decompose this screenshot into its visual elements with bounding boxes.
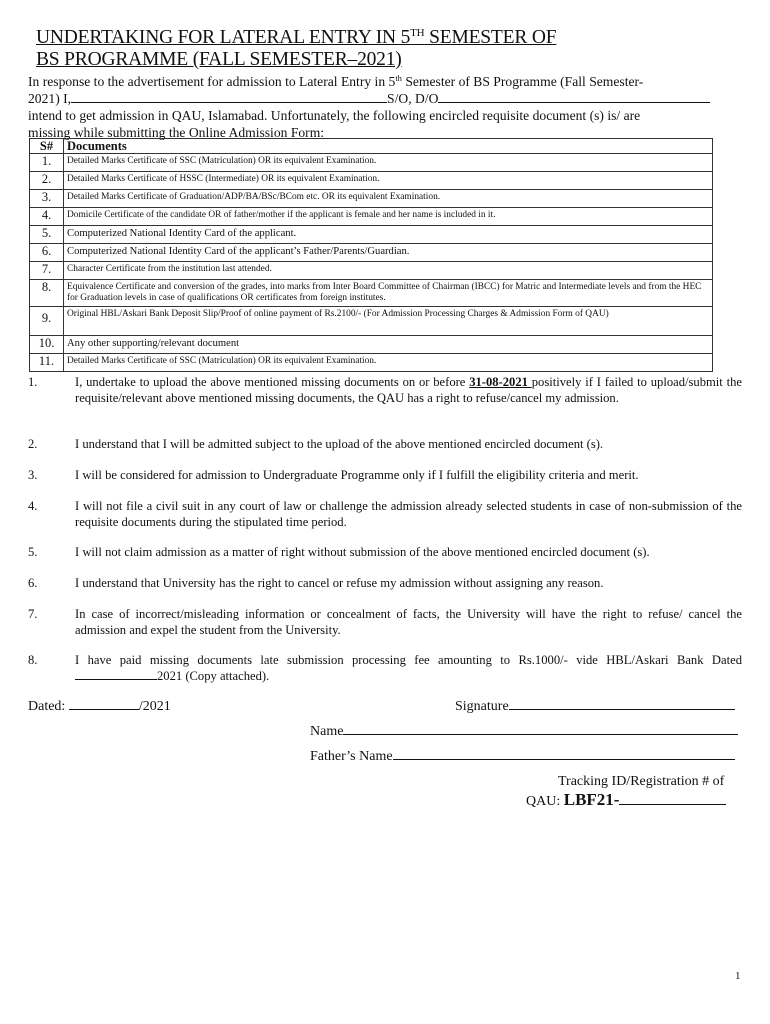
clause-5: 5. I will not claim admission as a matter of right without submission of the above mentioned encircled document (s). — [28, 545, 650, 559]
table-header-documents: Documents — [64, 139, 713, 154]
intro-line-3: intend to get admission in QAU, Islamabad. Unfortunately, the following encircled requisite document (s) is/ are — [28, 108, 641, 123]
intro-line-1: In response to the advertisement for admission to Lateral Entry in 5th Semester of BS Programme (Fall Semester- — [28, 73, 644, 89]
table-row[interactable]: 11. Detailed Marks Certificate of SSC (Matriculation) OR its equivalent Examination. — [30, 354, 713, 372]
clause-4: 4. I will not file a civil suit in any court of law or challenge the admission already selected students in case of non-submission of the requisite documents during the stipulated time period. — [28, 499, 742, 529]
tracking-label: Tracking ID/Registration # of — [558, 774, 725, 789]
signature-blank[interactable] — [509, 696, 735, 710]
title-line-2: BS PROGRAMME (FALL SEMESTER–2021) — [36, 49, 402, 70]
page-number: 1 — [735, 970, 741, 982]
tracking-id-blank[interactable] — [619, 791, 726, 805]
father-name-line: Father’s Name — [310, 746, 735, 766]
clause-7: 7. In case of incorrect/misleading information or concealment of facts, the University will have the right to refuse/ cancel the admission and expel the student from the University. — [28, 607, 742, 637]
table-row[interactable]: 10. Any other supporting/relevant document — [30, 336, 713, 354]
table-row[interactable]: 7. Character Certificate from the institution last attended. — [30, 262, 713, 280]
table-row[interactable]: 2. Detailed Marks Certificate of HSSC (Intermediate) OR its equivalent Examination. — [30, 172, 713, 190]
table-row[interactable]: 3. Detailed Marks Certificate of Graduation/ADP/BA/BSc/BCom etc. OR its equivalent Examination. — [30, 190, 713, 208]
clause-2: 2. I understand that I will be admitted subject to the upload of the above mentioned encircled document (s). — [28, 437, 604, 451]
name-line: Name — [310, 721, 738, 741]
table-row[interactable]: 5. Computerized National Identity Card of the applicant. — [30, 226, 713, 244]
clause-8: 8. I have paid missing documents late submission processing fee amounting to Rs.1000/- vide HBL/Askari Bank Dated2021 (Copy attached). — [28, 653, 742, 683]
intro-line-2: 2021) I, S/O, D/O — [28, 90, 742, 108]
page-title — [36, 27, 736, 71]
dated-blank[interactable] — [69, 696, 139, 710]
deadline-date: 31-08-2021 — [469, 375, 532, 389]
dated-line: Dated: /2021 — [28, 696, 171, 716]
documents-table — [29, 138, 713, 372]
fee-date-blank[interactable] — [75, 668, 157, 680]
title-line-1: UNDERTAKING FOR LATERAL ENTRY IN 5TH SEMESTER OF — [36, 27, 557, 48]
table-row[interactable]: 6. Computerized National Identity Card of the applicant’s Father/Parents/Guardian. — [30, 244, 713, 262]
qau-tracking-line: QAU: LBF21- — [526, 791, 726, 811]
father-name-blank[interactable] — [393, 746, 735, 760]
name-blank[interactable] — [343, 721, 738, 735]
table-header-sn: S# — [30, 139, 64, 154]
table-row[interactable]: 1. Detailed Marks Certificate of SSC (Matriculation) OR its equivalent Examination. — [30, 154, 713, 172]
clause-3: 3. I will be considered for admission to Undergraduate Programme only if I fulfill the eligibility criteria and merit. — [28, 468, 639, 482]
intro-line-4: missing while submitting the Online Admission Form: — [28, 125, 325, 140]
signature-line: Signature — [455, 696, 735, 716]
qau-code: LBF21- — [563, 790, 620, 809]
clause-1: 1. I, undertake to upload the above mentioned missing documents on or before 31-08-2021 positively if I failed to upload/submit the requisite/relevant above mentioned missing documents, the QAU has a right to refuse/cancel my admission. — [28, 375, 742, 405]
clause-6: 6. I understand that University has the right to cancel or refuse my admission without assigning any reason. — [28, 576, 604, 590]
table-row[interactable]: 4. Domicile Certificate of the candidate OR of father/mother if the applicant is female and her name is included in it. — [30, 208, 713, 226]
table-row[interactable]: 9. Original HBL/Askari Bank Deposit Slip/Proof of online payment of Rs.2100/- (For Admission Processing Charges & Admission Form of QAU) — [30, 307, 713, 336]
applicant-name-blank[interactable] — [71, 90, 387, 103]
guardian-name-blank[interactable] — [438, 90, 710, 103]
table-row[interactable]: 8. Equivalence Certificate and conversion of the grades, into marks from Inter Board Committee of Chairman (IBCC) for Matric and Intermediate levels and from the HEC for Graduation levels in case of qualifications OR certificates from foreign institutes. — [30, 280, 713, 307]
